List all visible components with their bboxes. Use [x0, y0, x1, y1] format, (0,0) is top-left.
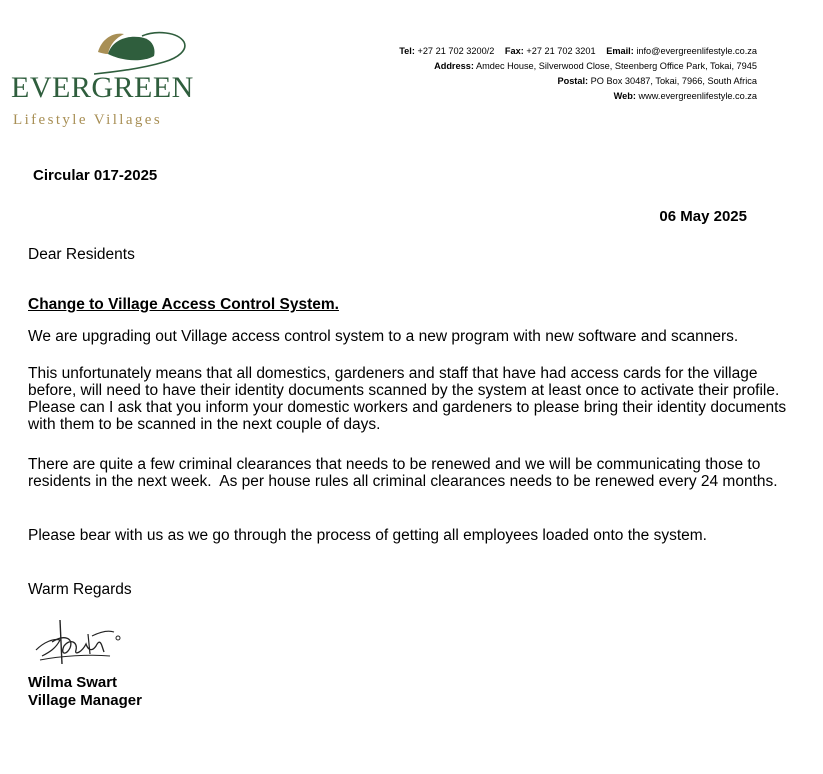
postal-value: PO Box 30487, Tokai, 7966, South Africa	[590, 76, 757, 86]
paragraph-upgrade: We are upgrading out Village access control system to a new program with new software and scanners.	[28, 328, 739, 345]
contact-line-phone	[399, 44, 757, 59]
closing: Warm Regards	[28, 581, 132, 598]
tel-value: +27 21 702 3200/2	[417, 46, 495, 56]
signer-block	[28, 674, 142, 710]
web-label: Web:	[613, 91, 636, 101]
web-value: www.evergreenlifestyle.co.za	[638, 91, 757, 101]
postal-label: Postal:	[557, 76, 589, 86]
address-value: Amdec House, Silverwood Close, Steenberg Office Park, Tokai, 7945	[475, 61, 757, 71]
company-logo	[8, 30, 193, 130]
fax-value: +27 21 702 3201	[526, 46, 596, 56]
signer-title: Village Manager	[28, 692, 142, 709]
address-label: Address:	[434, 61, 474, 71]
letter-date: 06 May 2025	[659, 208, 747, 225]
fax-label: Fax:	[504, 46, 524, 56]
paragraph-id-scanning: This unfortunately means that all domestics, gardeners and staff that have had access cards for the village before, will need to have their identity documents scanned by the system at least once to activate their profile. Please can I ask that you inform your domestic workers and gardeners to please bring their identity documents with them to be scanned in the next couple of days.	[28, 365, 797, 433]
paragraph-bear-with-us: Please bear with us as we go through the process of getting all employees loaded onto the system.	[28, 527, 707, 544]
leaf-logo-icon	[94, 30, 189, 75]
contact-line-web	[399, 89, 757, 104]
circular-number: Circular 017-2025	[33, 167, 158, 184]
email-label: Email:	[606, 46, 634, 56]
tel-label: Tel:	[399, 46, 415, 56]
signature-icon	[30, 612, 130, 674]
greeting: Dear Residents	[28, 246, 135, 263]
logo-tagline: Lifestyle Villages	[13, 112, 163, 128]
logo-wordmark: EVERGREEN	[11, 71, 194, 104]
letterhead-contact-block	[399, 44, 757, 104]
subject-heading: Change to Village Access Control System.	[28, 296, 339, 313]
email-value: info@evergreenlifestyle.co.za	[636, 46, 757, 56]
contact-line-postal	[399, 74, 757, 89]
paragraph-criminal-clearances: There are quite a few criminal clearances that needs to be renewed and we will be communicating those to residents in the next week. As per house rules all criminal clearances needs to be renewed every 24 months.	[28, 456, 778, 490]
signer-name: Wilma Swart	[28, 674, 118, 691]
contact-line-address	[399, 59, 757, 74]
